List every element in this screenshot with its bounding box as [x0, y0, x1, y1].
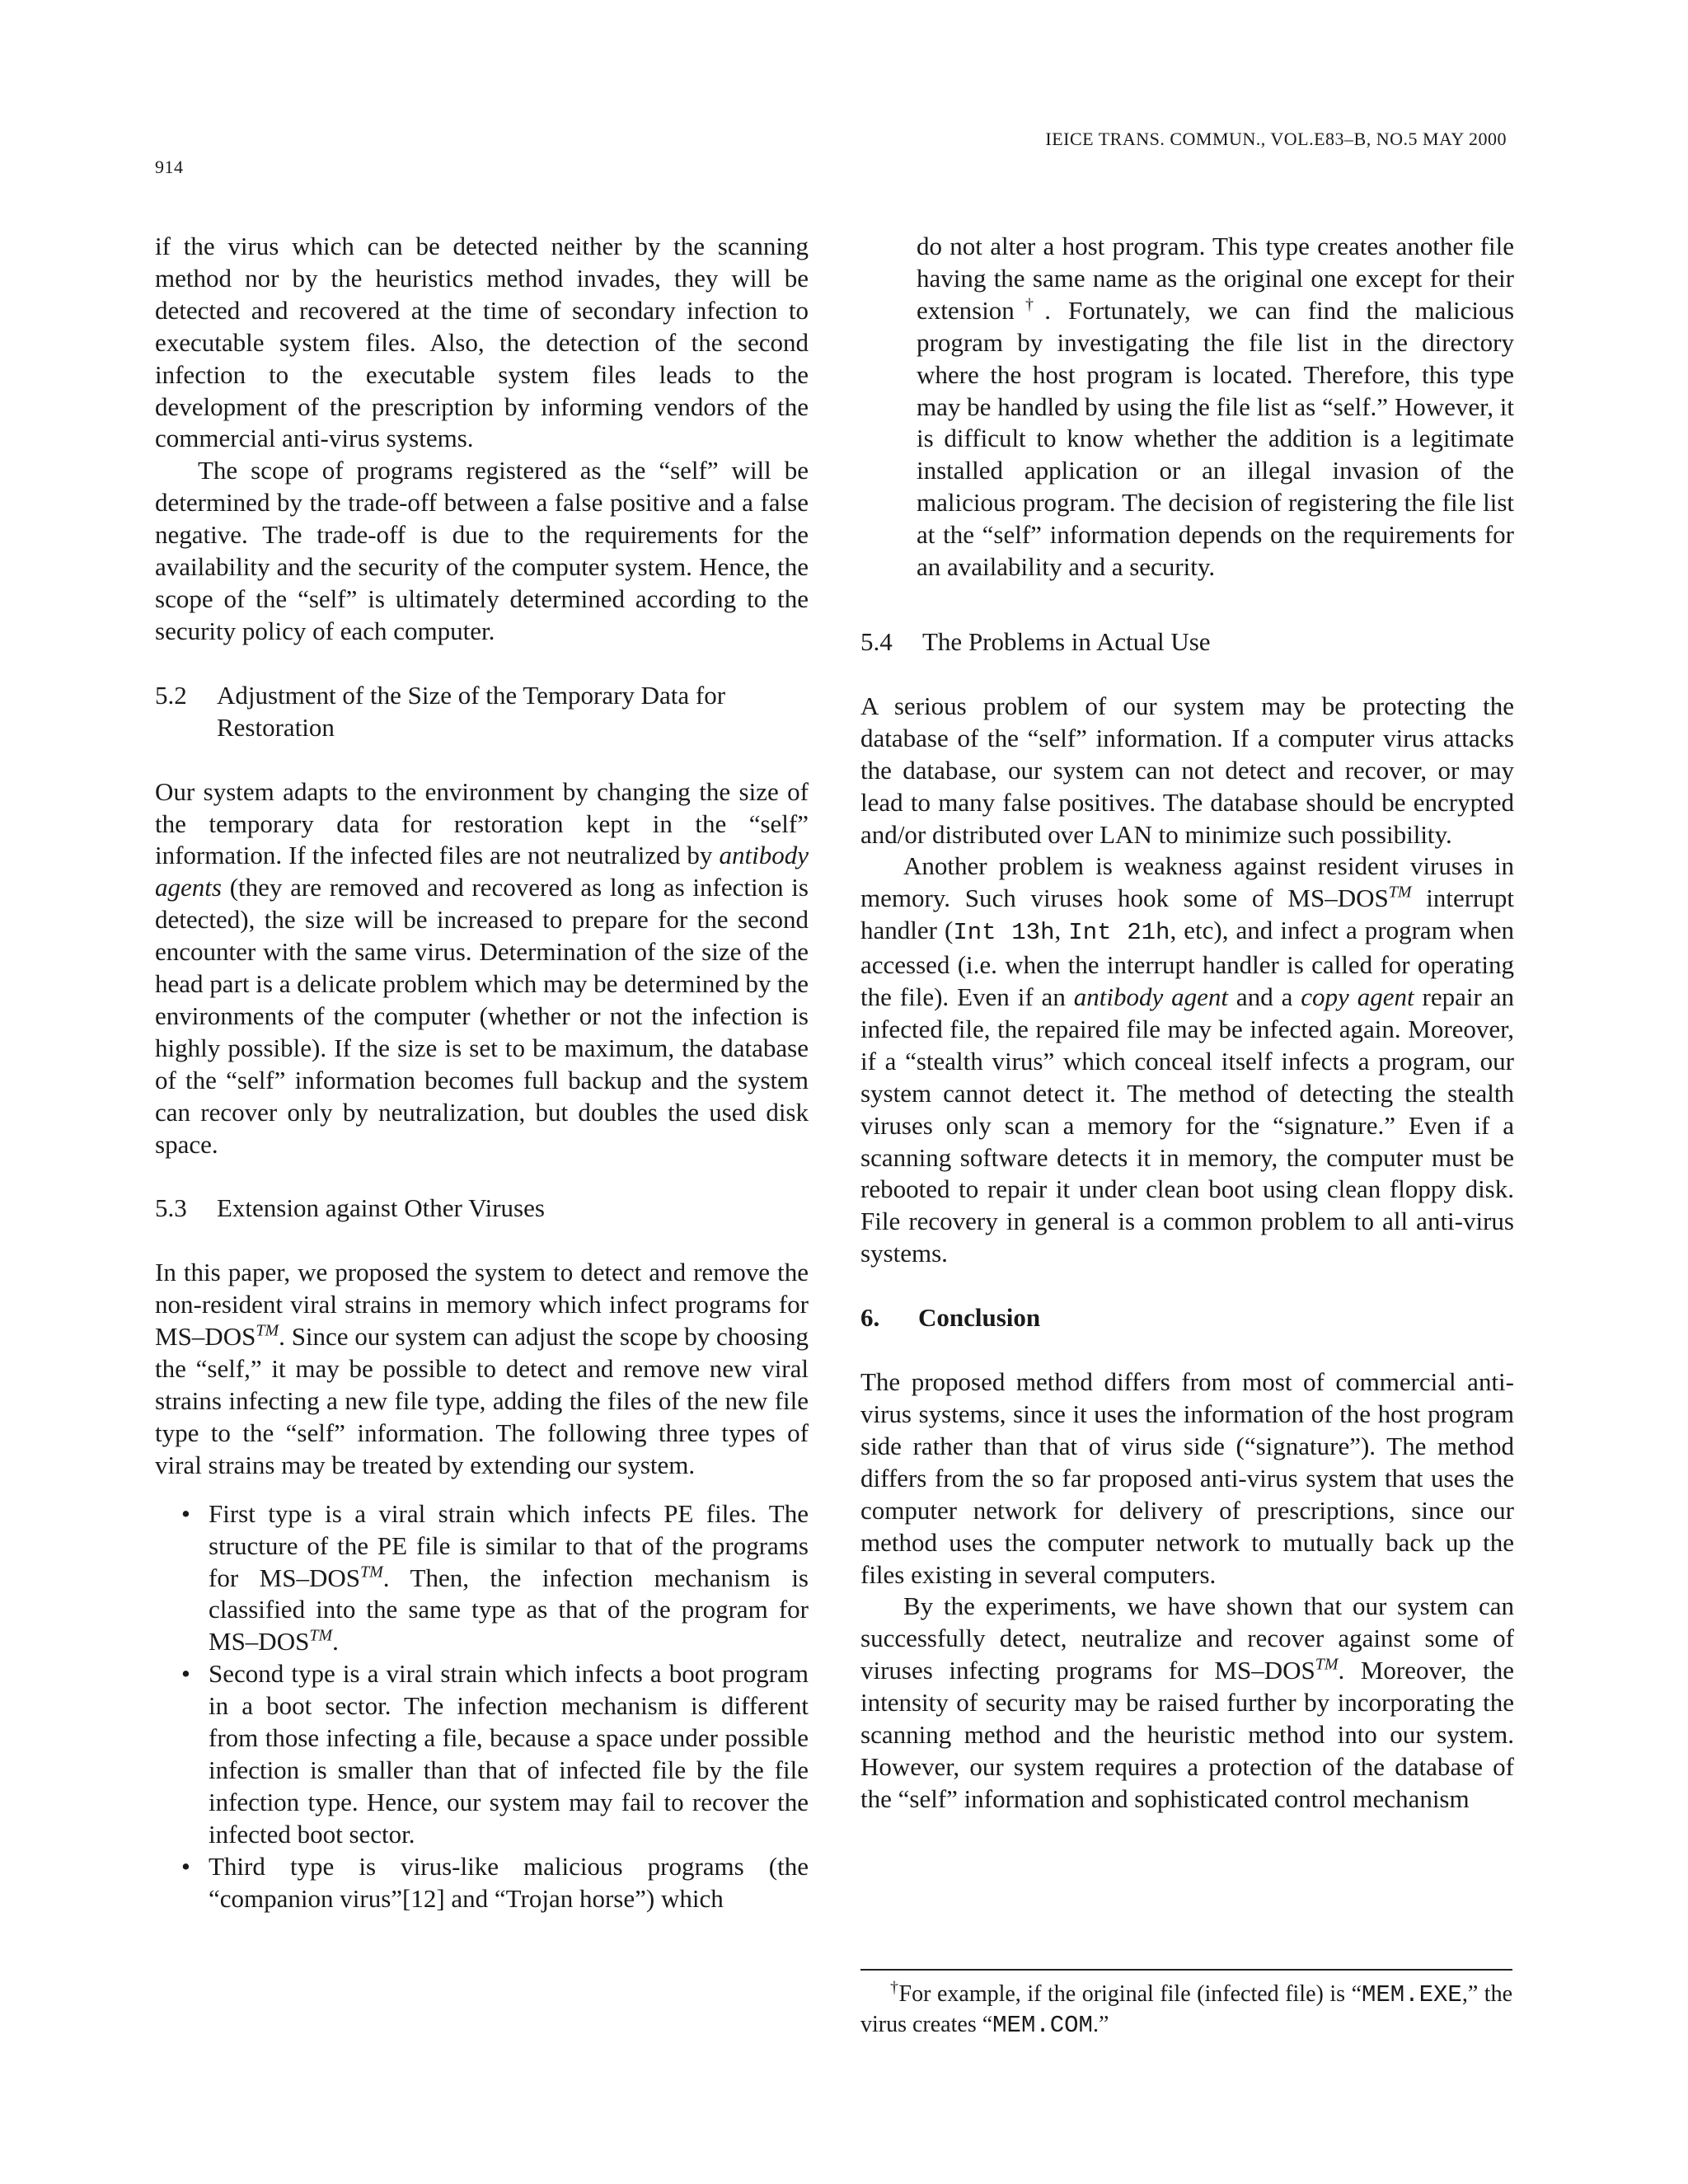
section-number: 5.3 [155, 1193, 187, 1223]
code-inline: Int 21h [1068, 919, 1170, 947]
paragraph: The proposed method differs from most of commercial anti-virus systems, since it uses the information of the host program side rather than that of virus side (“signature”). The method differs from the so far proposed anti-virus system that uses the computer network for delivery of prescriptions, since our method uses the computer network to mutually back up the files existing in several computers. [860, 1367, 1514, 1589]
paragraph: A serious problem of our system may be protecting the database of the “self” information. If a computer virus attacks the database, our system can not detect and recover, or may lead to many false positives. The database should be encrypted and/or distributed over LAN to minimize such possibility. [860, 691, 1514, 849]
list-item: • First type is a viral strain which infects PE files. The structure of the PE file is similar to that of the programs for MS–DOS™. Then, the infection mechanism is classified into the same type as that of the program for MS–DOS™. [181, 1498, 809, 1657]
paragraph: The scope of programs registered as the “self” will be determined by the trade-off between a false positive and a false negative. The trade-off is due to the requirements for the availability and the security of the computer system. Hence, the scope of the “self” is ultimately determined according to the security policy of each computer. [155, 456, 809, 645]
list-item: • Second type is a viral strain which infects a boot program in a boot sector. The infection mechanism is different from those infecting a file, because a space under possible infection is smaller than that of infected file by the file infection type. Hence, our system may fail to recover the infected boot sector. [181, 1659, 809, 1849]
subsection-heading-5-2 [155, 680, 809, 744]
list-item: • Third type is virus-like malicious programs (the “companion virus”[12] and “Trojan horse”) which [181, 1851, 809, 1913]
paragraph: if the virus which can be detected neither by the scanning method nor by the heuristics method invades, they will be detected and recovered at the time of secondary infection to executable system files. Also, the detection of the second infection to the executable system files leads to the development of the prescription by informing vendors of the commercial anti-virus systems. [155, 232, 809, 453]
section-title: Conclusion [918, 1303, 1041, 1333]
subsection-heading-5-4 [860, 626, 1514, 658]
footnote-divider [860, 1969, 1512, 1971]
section-title: The Problems in Actual Use [922, 626, 1211, 656]
paragraph: By the experiments, we have shown that our system can successfully detect, neutralize and recover against some of viruses infecting programs for MS–DOS™. Moreover, the intensity of security may be raised further by incorporating the scanning method and the heuristic method into our system. However, our system requires a protection of the database of the “self” information and sophisticated control mechanism [860, 1591, 1514, 1813]
left-column [155, 231, 809, 1915]
section-title: Adjustment of the Size of the Temporary Data for Restoration [217, 680, 726, 742]
subsection-heading-5-3 [155, 1193, 809, 1225]
footnote-mark: † [1014, 295, 1045, 314]
bullet-icon: • [181, 1851, 190, 1881]
code-inline: MEM.COM [992, 2012, 1093, 2039]
section-number: 5.2 [155, 680, 187, 710]
trademark-superscript: TM [256, 1321, 279, 1340]
italic-term: copy agent [1301, 982, 1414, 1012]
code-inline: MEM.EXE [1362, 1981, 1462, 2008]
paragraph: do not alter a host program. This type creates another file having the same name as the original one except for their extension†. Fortunately, we can find the malicious program by investigating the file list in the directory where the host program is located. Therefore, this type may be handled by using the file list as “self.” However, it is difficult to know whether the addition is a legitimate installed application or an illegal invasion of the malicious program. The decision of registering the file list at the “self” information depends on the requirements for an availability and a security. [917, 232, 1515, 582]
section-number: 5.4 [860, 626, 893, 656]
paragraph: Our system adapts to the environment by changing the size of the temporary data for restoration kept in the “self” information. If the infected files are not neutralized by antibody agents (they are removed and recovered as long as infection is detected), the size will be increased to prepare for the second encounter with the same virus. Determination of the size of the head part is a delicate problem which may be determined by the environments of the computer (whether or not the infection is highly possible). If the size is set to be maximum, the database of the “self” information becomes full backup and the system can recover only by neutralization, but doubles the used disk space. [155, 776, 809, 1159]
code-inline: Int 13h [953, 919, 1055, 947]
footnote: †For example, if the original file (infected file) is “MEM.EXE,” the virus creates “MEM.COM.” [860, 1978, 1512, 2039]
journal-citation: IEICE TRANS. COMMUN., VOL.E83–B, NO.5 MAY 2000 [1045, 129, 1507, 149]
running-header [155, 129, 1507, 178]
paragraph: Another problem is weakness against resident viruses in memory. Such viruses hook some of MS–DOS™ interrupt handler (Int 13h, Int 21h, etc), and infect a program when accessed (i.e. when the interrupt handler is called for operating the file). Even if an antibody agent and a copy agent repair an infected file, the repaired file may be infected again. Moreover, if a “stealth virus” which conceal itself infects a program, our system cannot detect it. The method of detecting the stealth viruses only scan a memory for the “signature.” Even if a scanning software detects it in memory, the computer must be rebooted to repair it under clean boot using clean floppy disk. File recovery in general is a common problem to all anti-virus systems. [860, 851, 1514, 1268]
page-number: 914 [155, 157, 184, 177]
italic-term: antibody agents [155, 841, 809, 902]
section-title: Extension against Other Viruses [217, 1193, 545, 1223]
section-heading-6 [860, 1302, 1514, 1334]
footnote-mark: † [890, 1978, 899, 1997]
bullet-icon: • [181, 1659, 190, 1689]
section-number: 6. [860, 1303, 880, 1333]
trademark-superscript: TM [1315, 1655, 1339, 1674]
italic-term: antibody agent [1073, 982, 1229, 1012]
right-column [860, 231, 1514, 1816]
bullet-icon: • [181, 1498, 190, 1528]
paragraph: In this paper, we proposed the system to detect and remove the non-resident viral strains in memory which infect programs for MS–DOS™. Since our system can adjust the scope by choosing the “self,” it may be possible to detect and remove new viral strains infecting a new file type, adding the files of the new file type to the “self” information. The following three types of viral strains may be treated by extending our system. [155, 1258, 809, 1479]
trademark-superscript: TM [1388, 883, 1412, 902]
bullet-list [155, 1498, 809, 1915]
